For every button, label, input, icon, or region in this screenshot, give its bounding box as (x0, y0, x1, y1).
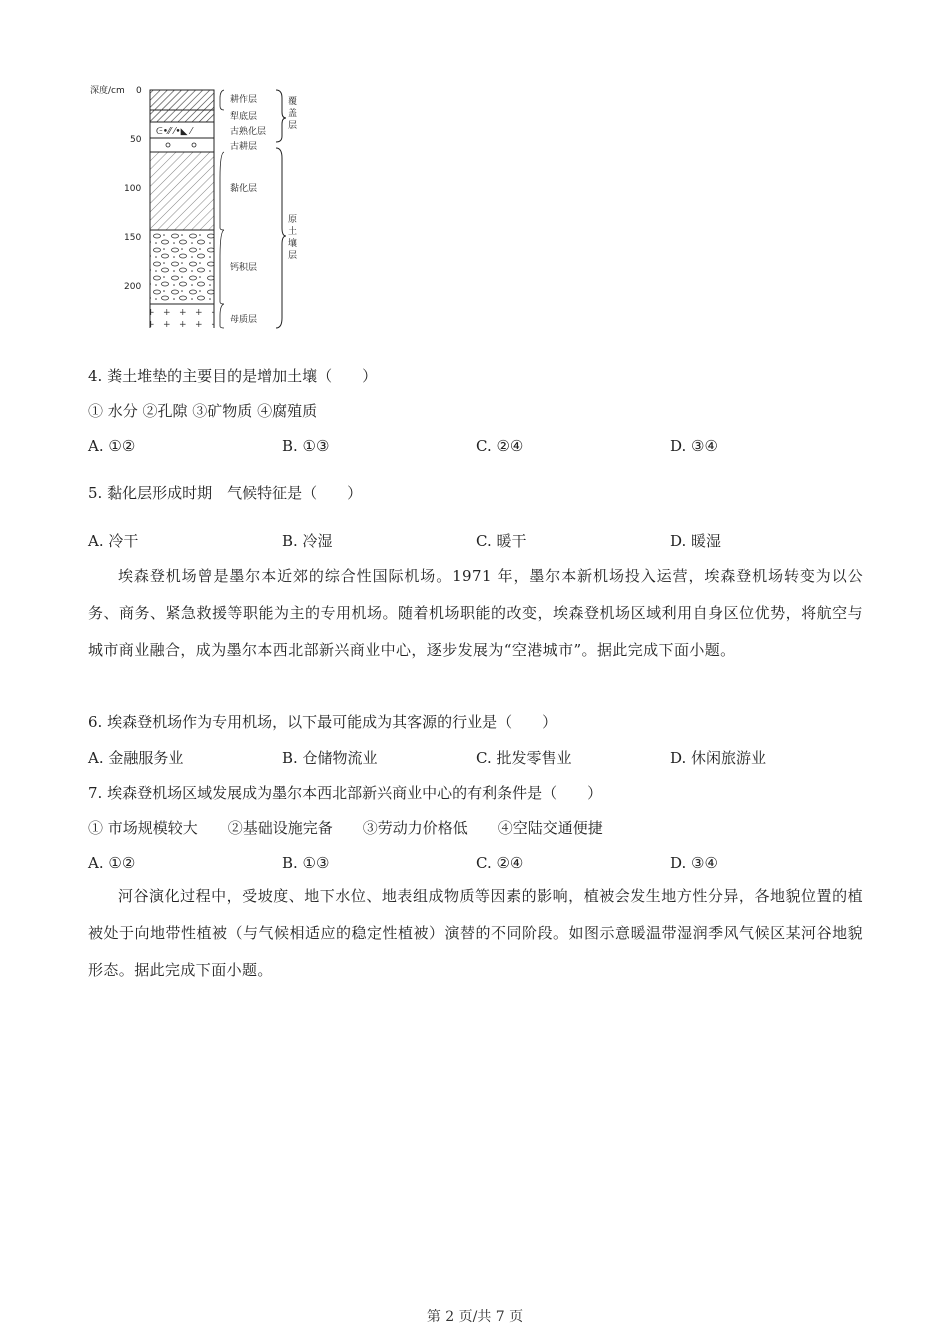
question-4-stem: 4. 粪土堆垫的主要目的是增加土壤（ ） (88, 367, 378, 385)
group-label-bottom (288, 214, 297, 261)
question-5-option-c[interactable]: C. 暖干 (476, 532, 527, 550)
svg-text:层: 层 (288, 251, 298, 261)
question-6-option-a[interactable]: A. 金融服务业 (88, 749, 184, 767)
question-6-option-b[interactable]: B. 仓储物流业 (282, 749, 378, 767)
question-7-option-a[interactable]: A. ①② (88, 854, 136, 872)
svg-text:原: 原 (288, 215, 298, 225)
svg-text:覆: 覆 (288, 97, 298, 107)
svg-text:壤: 壤 (288, 239, 298, 249)
passage-valley: 河谷演化过程中，受坡度、地下水位、地表组成物质等因素的影响，植被会发生地方性分异，各地貌位置的植被处于向地带性植被（与气候相适应的稳定性植被）演替的不同阶段。如图示意暖温带湿润季风气候区某河谷地貌形态。据此完成下面小题。 (88, 887, 863, 979)
question-4-option-b[interactable]: B. ①③ (282, 437, 330, 455)
soil-profile-figure (80, 78, 320, 340)
question-7-option-c[interactable]: C. ②④ (476, 854, 524, 872)
layer-label: 古耕层 (230, 142, 258, 152)
group-label-top (288, 96, 297, 131)
question-4-option-c[interactable]: C. ②④ (476, 437, 524, 455)
question-4-items: ① 水分 ②孔隙 ③矿物质 ④腐殖质 (88, 402, 318, 420)
layer-label: 黏化层 (230, 184, 258, 194)
page-footer: 第 2 页/共 7 页 (426, 1309, 524, 1325)
question-5-stem: 5. 黏化层形成时期 气候特征是（ ） (88, 484, 363, 502)
question-4-option-d[interactable]: D. ③④ (670, 437, 718, 455)
question-6-option-c[interactable]: C. 批发零售业 (476, 749, 572, 767)
layer-label: 耕作层 (230, 95, 258, 105)
question-7-option-d[interactable]: D. ③④ (670, 854, 718, 872)
depth-tick: 200 (124, 282, 142, 292)
svg-text:层: 层 (288, 121, 298, 131)
layer-label: 古熟化层 (230, 127, 267, 137)
question-5-option-a[interactable]: A. 冷干 (88, 532, 139, 550)
question-5-option-b[interactable]: B. 冷湿 (282, 532, 333, 550)
svg-text:土: 土 (288, 227, 298, 237)
question-6-option-d[interactable]: D. 休闲旅游业 (670, 749, 767, 767)
depth-tick: 100 (124, 184, 142, 194)
depth-tick: 0 (136, 86, 142, 96)
question-7-items: ① 市场规模较大 ②基础设施完备 ③劳动力价格低 ④空陆交通便捷 (88, 819, 603, 837)
layer-label: 钙积层 (230, 263, 258, 273)
soil-column (150, 90, 214, 328)
layer-label: 母质层 (230, 315, 258, 325)
question-4-option-a[interactable]: A. ①② (88, 437, 136, 455)
question-5-option-d[interactable]: D. 暖湿 (670, 532, 722, 550)
question-6-stem: 6. 埃森登机场作为专用机场，以下最可能成为其客源的行业是（ ） (88, 713, 558, 731)
depth-axis-label: 深度/cm (90, 86, 125, 96)
question-7-option-b[interactable]: B. ①③ (282, 854, 330, 872)
layer-label: 犁底层 (230, 112, 258, 122)
question-7-stem: 7. 埃森登机场区域发展成为墨尔本西北部新兴商业中心的有利条件是（ ） (88, 784, 603, 802)
depth-tick: 50 (130, 135, 142, 145)
svg-text:ᕮ•⁄⁄ ⁄•◣ ⁄: ᕮ•⁄⁄ ⁄•◣ ⁄ (156, 127, 192, 137)
svg-text:盖: 盖 (288, 109, 298, 119)
depth-tick: 150 (124, 233, 142, 243)
passage-airport: 埃森登机场曾是墨尔本近郊的综合性国际机场。1971 年，墨尔本新机场投入运营，埃森登机场转变为以公务、商务、紧急救援等职能为主的专用机场。随着机场职能的改变，埃森登机场区域利用自身区位优势，将航空与城市商业融合，成为墨尔本西北部新兴商业中心，逐步发展为“空港城市”。据此完成下面小题。 (88, 567, 863, 659)
